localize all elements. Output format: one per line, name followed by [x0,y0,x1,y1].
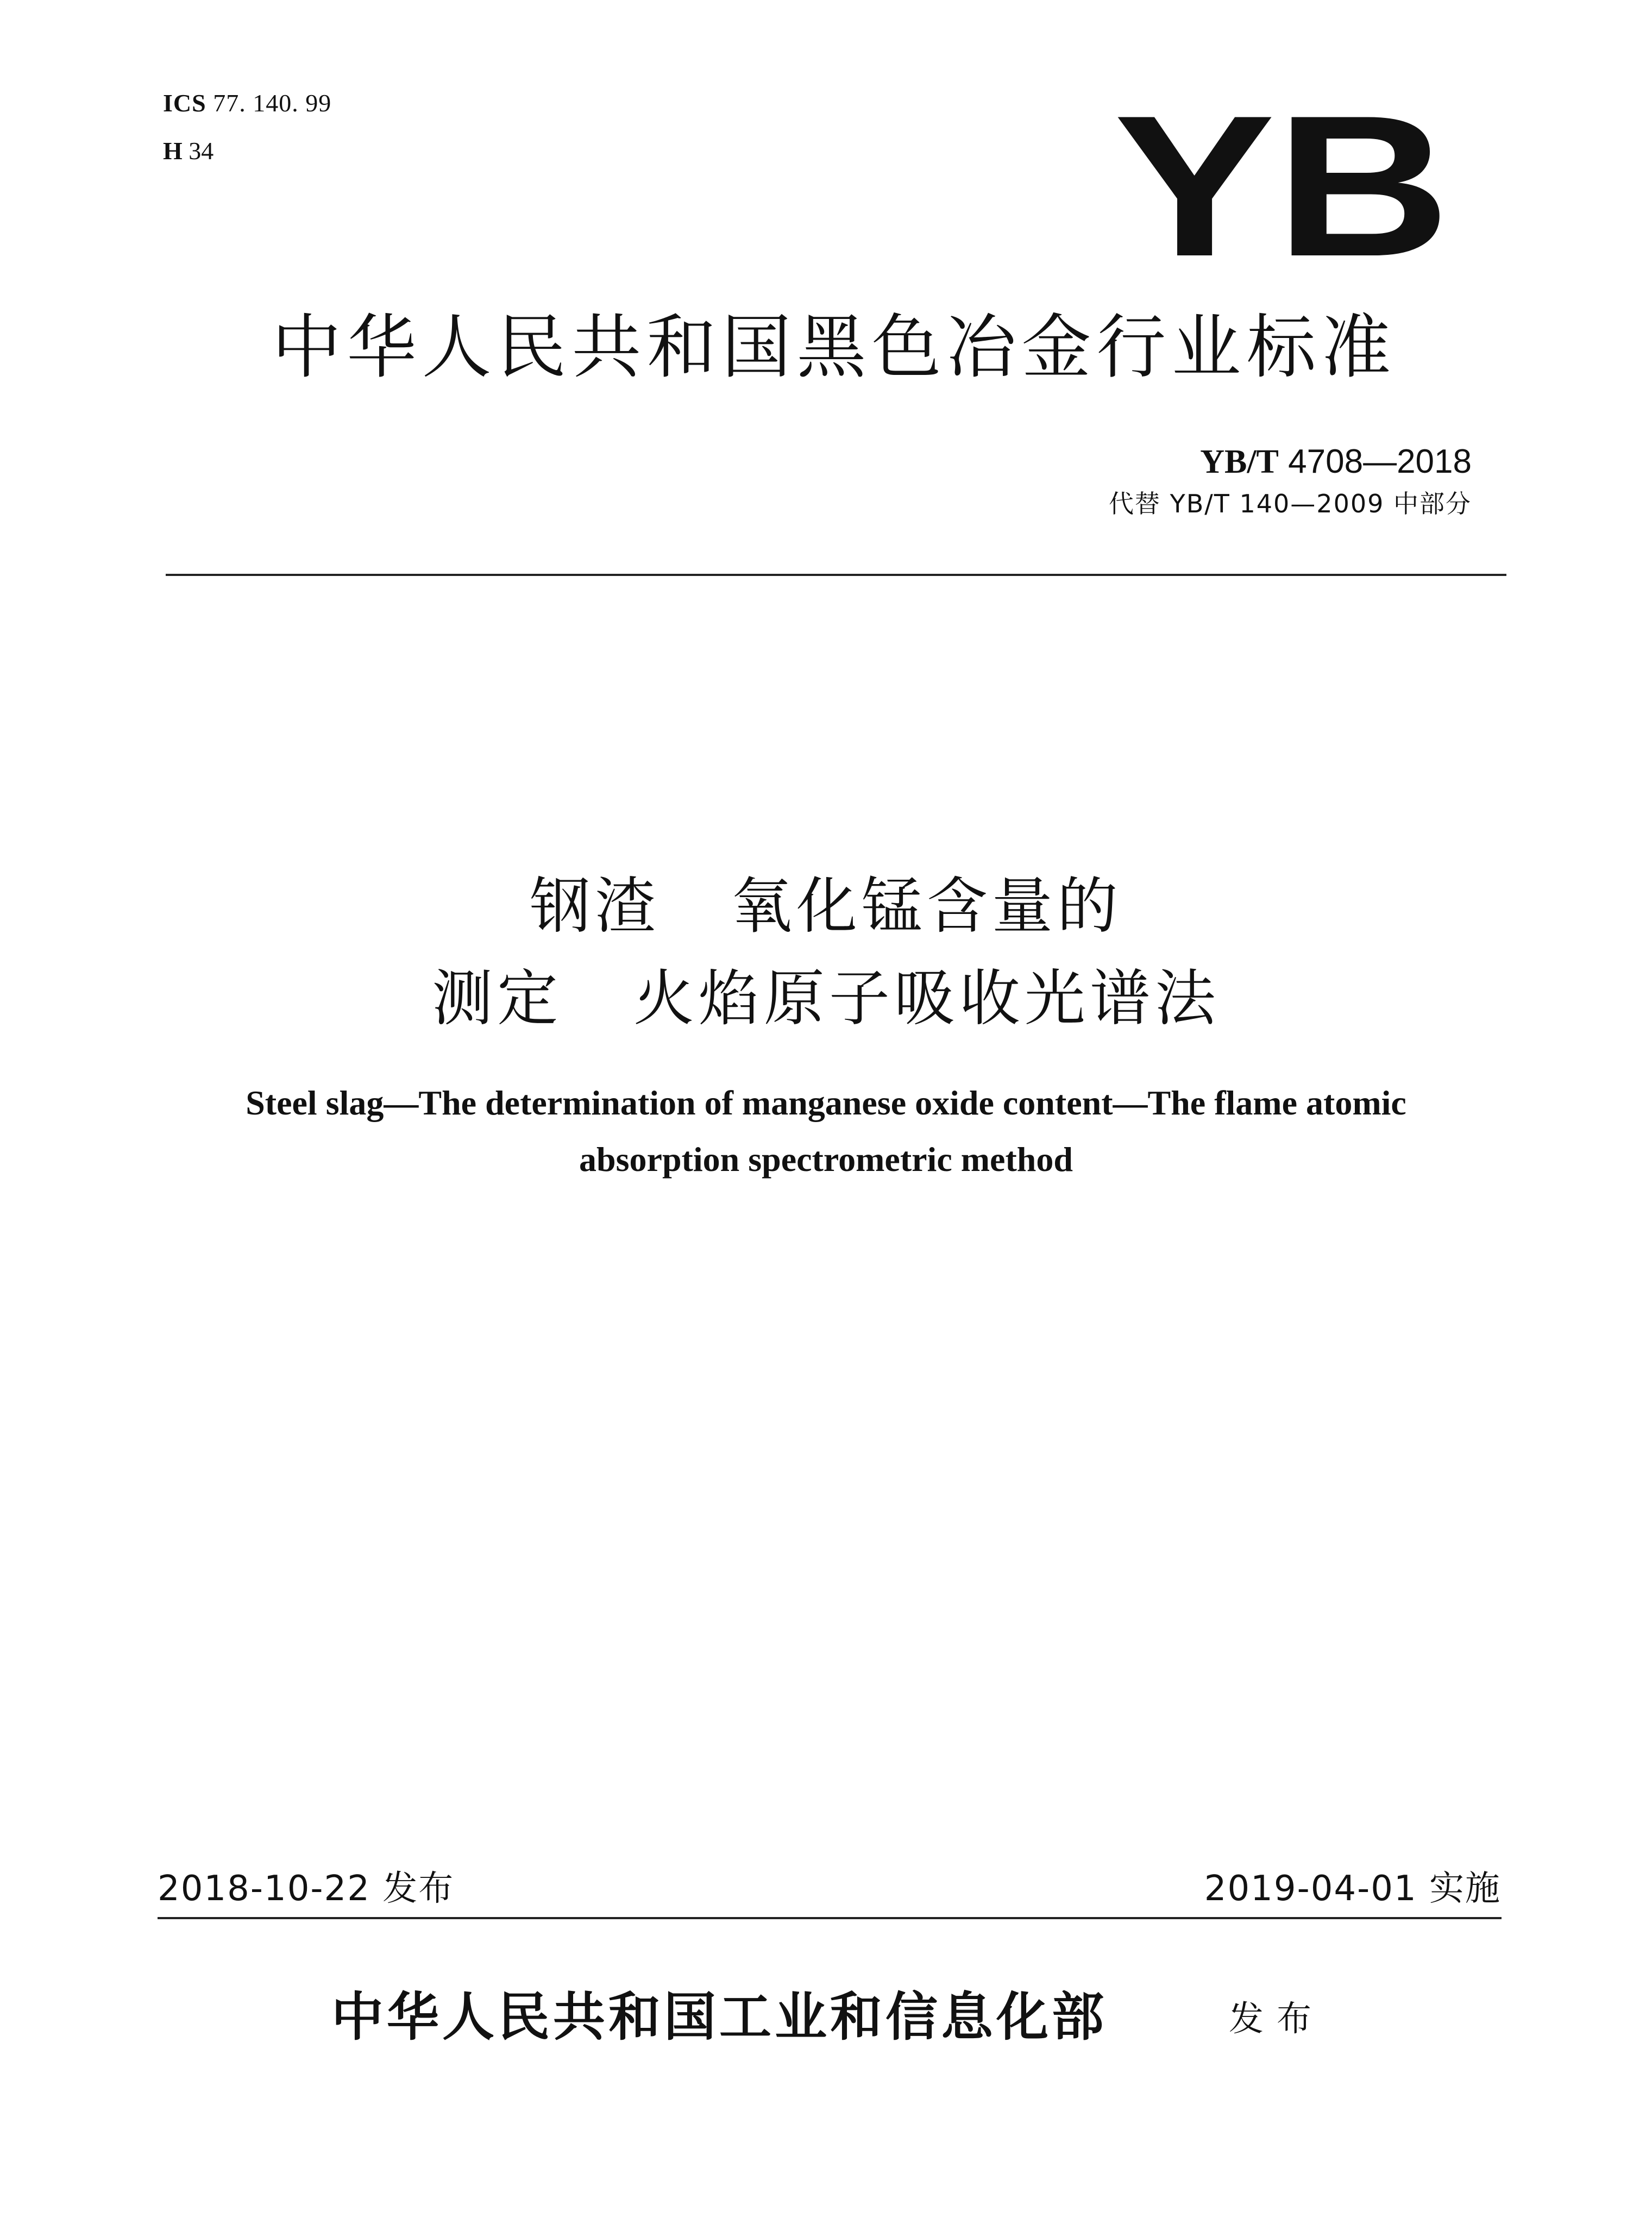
standard-category-title: 中华人民共和国黑色冶金行业标准 [272,307,1397,388]
issuing-authority: 中华人民共和国工业和信息化部 [331,1986,1107,2047]
replaces-standard: 代替 YB/T 140—2009 中部分 [1109,489,1472,518]
standard-number [1200,441,1472,483]
standard-number-value: 4708—2018 [1288,443,1472,480]
standard-prefix: YB/T [1200,443,1279,480]
implementation-date: 2019-04-01 实施 [1204,1869,1501,1909]
ics-code [163,87,331,120]
classification-value: 34 [189,137,214,165]
classification-code [163,135,213,167]
english-title-line-2: absorption spectrometric method [579,1140,1073,1179]
issuing-action: 发布 [1229,1999,1324,2039]
ics-prefix: ICS [163,89,206,117]
chinese-title-line-1: 钢渣 氧化锰含量的 [530,871,1122,942]
ics-value: 77. 140. 99 [213,89,332,117]
chinese-title-line-2: 测定 火焰原子吸收光谱法 [432,963,1220,1034]
classification-prefix: H [163,137,183,165]
yb-logo-text: YB [1114,109,1450,272]
english-title-line-1: Steel slag—The determination of manganese oxide content—The flame atomic [246,1083,1406,1122]
header-divider [166,574,1506,576]
yb-logo [1108,109,1456,272]
issue-date: 2018-10-22 发布 [158,1869,455,1909]
footer-divider [158,1917,1502,1919]
